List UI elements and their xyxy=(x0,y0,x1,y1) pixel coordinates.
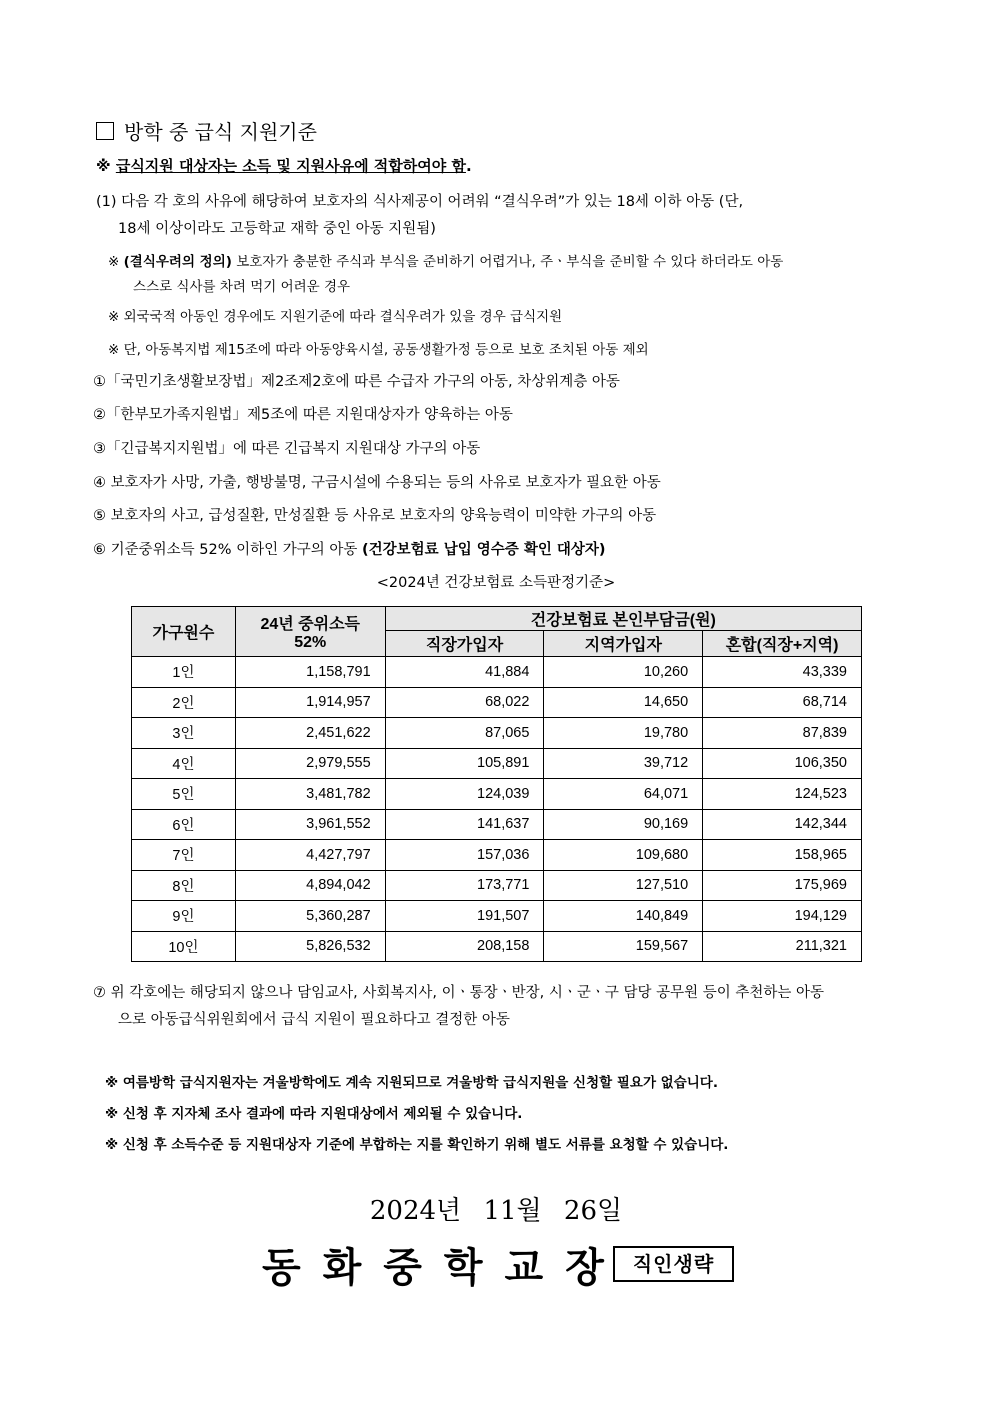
cell-mixed: 142,344 xyxy=(703,809,862,840)
table-row xyxy=(132,870,862,901)
header-mixed: 혼합(직장+지역) xyxy=(703,631,862,657)
school-name: 동화중학교장 xyxy=(262,1244,626,1291)
criterion-5: ⑤ 보호자의 사고, 급성질환, 만성질환 등 사유로 보호자의 양육능력이 미약한 가구의 아동 xyxy=(93,508,657,524)
note-definition-rest: 보호자가 충분한 주식과 부식을 준비하기 어렵거나, 주ㆍ부식을 준비할 수 있다 하더라도 아동 xyxy=(231,254,784,270)
note-foreign: ※ 외국국적 아동인 경우에도 지원기준에 따라 결식우려가 있을 경우 급식지원 xyxy=(108,309,563,325)
cell-household: 1인 xyxy=(132,657,236,688)
header-income-line1: 24년 중위소득 xyxy=(260,616,360,633)
cell-regional: 14,650 xyxy=(544,687,703,718)
cell-employee: 141,637 xyxy=(385,809,544,840)
notice-underlined-text: 급식지원 대상자는 소득 및 지원사유에 적합하여야 함 xyxy=(115,157,466,175)
seal-omitted-stamp: 직인생략 xyxy=(613,1246,734,1282)
criterion-7-line1: ⑦ 위 각호에는 해당되지 않으나 담임교사, 사회복지사, 이ㆍ통장ㆍ반장, 시ㆍ군ㆍ구 담당 공무원 등이 추천하는 아동 xyxy=(93,985,825,1001)
table-caption: <2024년 건강보험료 소득판정기준> xyxy=(376,575,616,591)
cell-income: 4,427,797 xyxy=(235,840,385,871)
header-income xyxy=(235,607,385,657)
cell-regional: 10,260 xyxy=(544,657,703,688)
cell-regional: 127,510 xyxy=(544,870,703,901)
cell-mixed: 211,321 xyxy=(703,931,862,962)
header-premium-group: 건강보험료 본인부담금(원) xyxy=(385,607,861,631)
cell-employee: 87,065 xyxy=(385,718,544,749)
table-row xyxy=(132,931,862,962)
cell-income: 3,481,782 xyxy=(235,779,385,810)
criterion-6 xyxy=(93,538,606,559)
criterion-4: ④ 보호자가 사망, 가출, 행방불명, 구금시설에 수용되는 등의 사유로 보호자가 필요한 아동 xyxy=(93,475,661,491)
cell-household: 6인 xyxy=(132,809,236,840)
cell-income: 1,914,957 xyxy=(235,687,385,718)
criterion-2: ②「한부모가족지원법」제5조에 따른 지원대상자가 양육하는 아동 xyxy=(93,407,513,423)
cell-mixed: 43,339 xyxy=(703,657,862,688)
header-household: 가구원수 xyxy=(132,607,236,657)
cell-regional: 90,169 xyxy=(544,809,703,840)
cell-regional: 140,849 xyxy=(544,901,703,932)
criterion-6-bold: (건강보험료 납입 영수증 확인 대상자) xyxy=(361,542,606,558)
cell-mixed: 124,523 xyxy=(703,779,862,810)
para1-line2: 18세 이상이라도 고등학교 재학 중인 아동 지원됨) xyxy=(118,221,436,237)
cell-regional: 159,567 xyxy=(544,931,703,962)
table-row xyxy=(132,718,862,749)
cell-household: 2인 xyxy=(132,687,236,718)
cell-income: 4,894,042 xyxy=(235,870,385,901)
cell-household: 9인 xyxy=(132,901,236,932)
notice-end: . xyxy=(465,157,472,175)
cell-mixed: 175,969 xyxy=(703,870,862,901)
cell-income: 2,979,555 xyxy=(235,748,385,779)
table-row xyxy=(132,687,862,718)
cell-employee: 208,158 xyxy=(385,931,544,962)
note-definition xyxy=(108,250,783,270)
cell-regional: 19,780 xyxy=(544,718,703,749)
cell-household: 10인 xyxy=(132,931,236,962)
cell-employee: 41,884 xyxy=(385,657,544,688)
table-row xyxy=(132,779,862,810)
cell-mixed: 194,129 xyxy=(703,901,862,932)
income-criteria-table xyxy=(131,606,862,962)
cell-mixed: 106,350 xyxy=(703,748,862,779)
bottom-note-3: ※ 신청 후 소득수준 등 지원대상자 기준에 부합하는 지를 확인하기 위해 별도 서류를 요청할 수 있습니다. xyxy=(105,1137,729,1153)
table-row xyxy=(132,901,862,932)
cell-regional: 64,071 xyxy=(544,779,703,810)
table-row xyxy=(132,809,862,840)
section-title xyxy=(96,116,317,145)
cell-mixed: 68,714 xyxy=(703,687,862,718)
note-definition-line2: 스스로 식사를 차려 먹기 어려운 경우 xyxy=(133,279,351,295)
eligibility-notice xyxy=(96,155,472,176)
cell-mixed: 158,965 xyxy=(703,840,862,871)
cell-regional: 109,680 xyxy=(544,840,703,871)
cell-income: 2,451,622 xyxy=(235,718,385,749)
cell-income: 1,158,791 xyxy=(235,657,385,688)
note-definition-prefix: ※ xyxy=(108,254,124,270)
cell-employee: 157,036 xyxy=(385,840,544,871)
table-row xyxy=(132,840,862,871)
cell-regional: 39,712 xyxy=(544,748,703,779)
para1-line1: (1) 다음 각 호의 사유에 해당하여 보호자의 식사제공이 어려워 “결식우려”가 있는 18세 이하 아동 (단, xyxy=(96,194,744,210)
notice-mark: ※ xyxy=(96,157,111,175)
note-exclusion: ※ 단, 아동복지법 제15조에 따라 아동양육시설, 공동생활가정 등으로 보호 조치된 아동 제외 xyxy=(108,342,649,358)
criterion-1: ①「국민기초생활보장법」제2조제2호에 따른 수급자 가구의 아동, 차상위계층 아동 xyxy=(93,374,620,390)
criterion-7-line2: 으로 아동급식위원회에서 급식 지원이 필요하다고 결정한 아동 xyxy=(118,1012,510,1028)
cell-income: 5,826,532 xyxy=(235,931,385,962)
cell-income: 5,360,287 xyxy=(235,901,385,932)
header-income-line2: 52% xyxy=(294,634,327,651)
issue-date: 2024년 11월 26일 xyxy=(369,1196,623,1226)
criterion-6-text: ⑥ 기준중위소득 52% 이하인 가구의 아동 xyxy=(93,542,362,558)
cell-household: 8인 xyxy=(132,870,236,901)
bottom-note-2: ※ 신청 후 지자체 조사 결과에 따라 지원대상에서 제외될 수 있습니다. xyxy=(105,1106,523,1122)
header-employee: 직장가입자 xyxy=(385,631,544,657)
cell-income: 3,961,552 xyxy=(235,809,385,840)
cell-employee: 105,891 xyxy=(385,748,544,779)
criterion-3: ③「긴급복지지원법」에 따른 긴급복지 지원대상 가구의 아동 xyxy=(93,441,481,457)
table-row xyxy=(132,748,862,779)
table-row xyxy=(132,657,862,688)
section-title-text: 방학 중 급식 지원기준 xyxy=(124,120,317,144)
cell-employee: 124,039 xyxy=(385,779,544,810)
bottom-note-1: ※ 여름방학 급식지원자는 겨울방학에도 계속 지원되므로 겨울방학 급식지원을 신청할 필요가 없습니다. xyxy=(105,1075,718,1091)
cell-mixed: 87,839 xyxy=(703,718,862,749)
header-regional: 지역가입자 xyxy=(544,631,703,657)
cell-household: 7인 xyxy=(132,840,236,871)
cell-household: 3인 xyxy=(132,718,236,749)
cell-employee: 191,507 xyxy=(385,901,544,932)
cell-employee: 173,771 xyxy=(385,870,544,901)
cell-employee: 68,022 xyxy=(385,687,544,718)
checkbox-square-icon xyxy=(96,122,114,140)
cell-household: 5인 xyxy=(132,779,236,810)
note-definition-bold: (결식우려의 정의) xyxy=(123,254,232,270)
cell-household: 4인 xyxy=(132,748,236,779)
